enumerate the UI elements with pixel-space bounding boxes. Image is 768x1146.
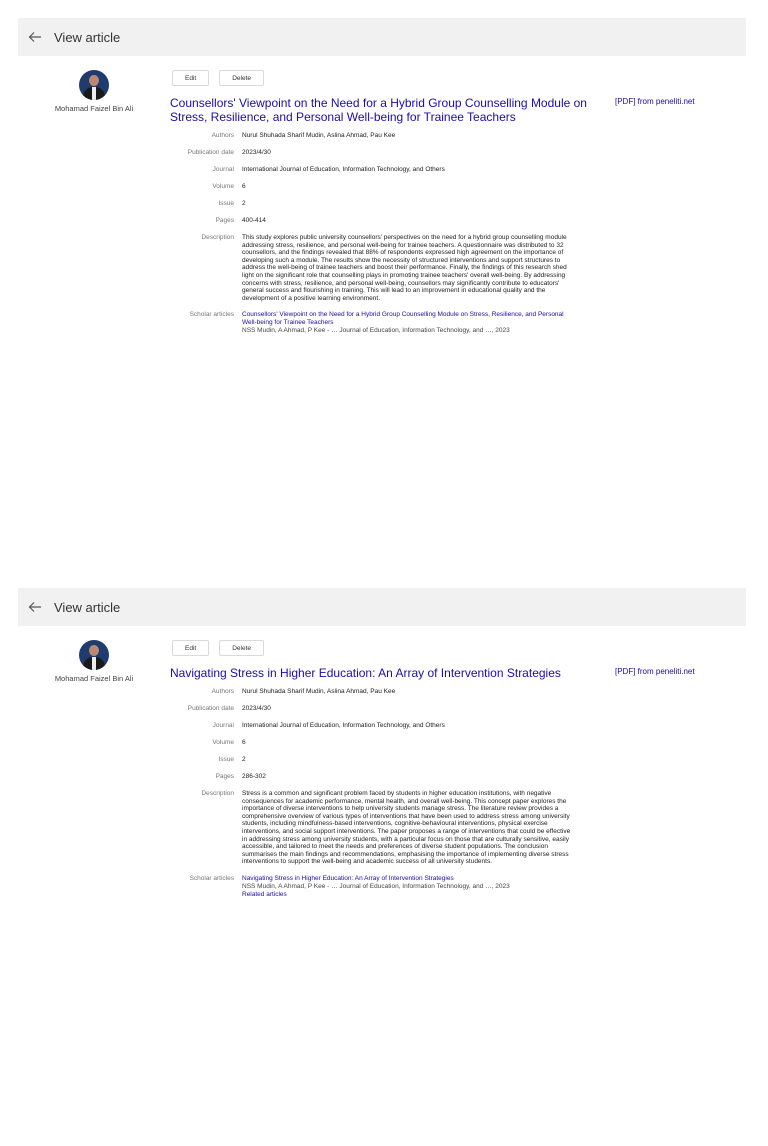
issue-value: 2 [242, 756, 246, 763]
profile [50, 640, 138, 684]
description-value: This study explores public university counsellors' perspectives on the need for a hybrid group counselling module addressing stress, resilience, and personal well-being for trainee teachers. A questionnaire was distributed to 32 counsellors, and the findings revealed that 88% of respondents expressed high agreement on the importance of developing such a module. The results show the necessity of structured interventions and support structures to address the well-being of trainee teachers and boost their performance. Finally, the findings of this research shed light on the significant role that counselling plays in promoting trainee teachers' overall well-being. By addressing concerns with stress, resilience, and personal well-being, counsellors may significantly contribute to educators' general success and flourishing in training. This will lead to an improvement in educational quality and the development of a positive learning environment. [242, 234, 567, 302]
journal-value: International Journal of Education, Information Technology, and Others [242, 166, 445, 173]
issue-label: Issue [218, 200, 234, 207]
scholar-article-link[interactable]: Counsellors' Viewpoint on the Need for a Hybrid Group Counselling Module on Stress, Resilience, and Personal Well-being for Trainee Teachers [242, 311, 564, 327]
scholar-article-meta: NSS Mudin, A Ahmad, P Kee - … Journal of Education, Information Technology, and …, 2023 [242, 327, 510, 335]
volume-value: 6 [242, 183, 246, 190]
publication-date-value: 2023/4/30 [242, 149, 271, 156]
delete-button[interactable]: Delete [219, 70, 264, 86]
authors-label: Authors [211, 688, 234, 695]
article-panel-2 [0, 588, 768, 1146]
authors-value: Nurul Shuhada Sharif Mudin, Aslina Ahmad, Pau Kee [242, 132, 396, 139]
article-content [170, 640, 730, 908]
pages-label: Pages [215, 217, 234, 224]
issue-label: Issue [218, 756, 234, 763]
volume-label: Volume [212, 183, 234, 190]
arrow-left-icon[interactable] [28, 30, 42, 44]
view-article-header [18, 588, 746, 626]
header-title: View article [54, 599, 121, 615]
authors-label: Authors [211, 132, 234, 139]
scholar-articles-label: Scholar articles [189, 311, 234, 319]
authors-value: Nurul Shuhada Sharif Mudin, Aslina Ahmad, Pau Kee [242, 688, 396, 695]
pdf-link[interactable]: [PDF] from peneliti.net [615, 97, 695, 106]
article-panel-1 [0, 18, 768, 576]
scholar-article-meta: NSS Mudin, A Ahmad, P Kee - … Journal of Education, Information Technology, and …, 2023 [242, 882, 510, 890]
edit-button[interactable]: Edit [172, 640, 209, 656]
issue-value: 2 [242, 200, 246, 207]
avatar[interactable] [79, 640, 109, 670]
header-title: View article [54, 29, 121, 45]
scholar-article-link[interactable]: Navigating Stress in Higher Education: An Array of Intervention Strategies [242, 874, 454, 882]
description-label: Description [201, 790, 234, 797]
delete-button[interactable]: Delete [219, 640, 264, 656]
pdf-link[interactable]: [PDF] from peneliti.net [615, 667, 695, 676]
publication-date-label: Publication date [187, 705, 234, 712]
scholar-articles-label: Scholar articles [189, 874, 234, 882]
article-content [170, 70, 730, 344]
pages-label: Pages [215, 773, 234, 780]
volume-value: 6 [242, 739, 246, 746]
volume-label: Volume [212, 739, 234, 746]
arrow-left-icon[interactable] [28, 600, 42, 614]
description-value: Stress is a common and significant problem faced by students in higher education institutions, with negative consequences for academic performance, mental health, and overall well-being. This concept paper explores the importance of diverse interventions to help university students manage stress. The literature review provides a comprehensive overview of various types of interventions that have been used to address stress among university students, including mindfulness-based interventions, cognitive-behavioural interventions, physical exercise interventions, and social support interventions. The paper proposes a range of interventions that could be effective in addressing stress among university students, with a particular focus on those that are culturally sensitive, easily accessible, and tailored to meet the needs and preferences of diverse student populations. The conclusion summarises the main findings and recommendations, emphasising the importance of implementing diverse stress interventions to support the well-being and academic success of all university students. [242, 790, 571, 866]
edit-button[interactable]: Edit [172, 70, 209, 86]
publication-date-label: Publication date [187, 149, 234, 156]
publication-date-value: 2023/4/30 [242, 705, 271, 712]
article-title[interactable]: Navigating Stress in Higher Education: An Array of Intervention Strategies [170, 666, 561, 680]
article-title[interactable]: Counsellors' Viewpoint on the Need for a Hybrid Group Counselling Module on Stress, Resilience, and Personal Well-being for Trainee Teachers [170, 96, 587, 124]
journal-label: Journal [212, 166, 234, 173]
pages-value: 400-414 [242, 217, 266, 224]
pages-value: 286-302 [242, 773, 266, 780]
journal-value: International Journal of Education, Information Technology, and Others [242, 722, 445, 729]
profile-name: Mohamad Faizel Bin Ali [54, 104, 134, 113]
profile-name: Mohamad Faizel Bin Ali [54, 674, 134, 683]
view-article-header [18, 18, 746, 56]
related-articles-link[interactable]: Related articles [242, 890, 287, 898]
profile [50, 70, 138, 114]
avatar[interactable] [79, 70, 109, 100]
description-label: Description [201, 234, 234, 241]
journal-label: Journal [212, 722, 234, 729]
